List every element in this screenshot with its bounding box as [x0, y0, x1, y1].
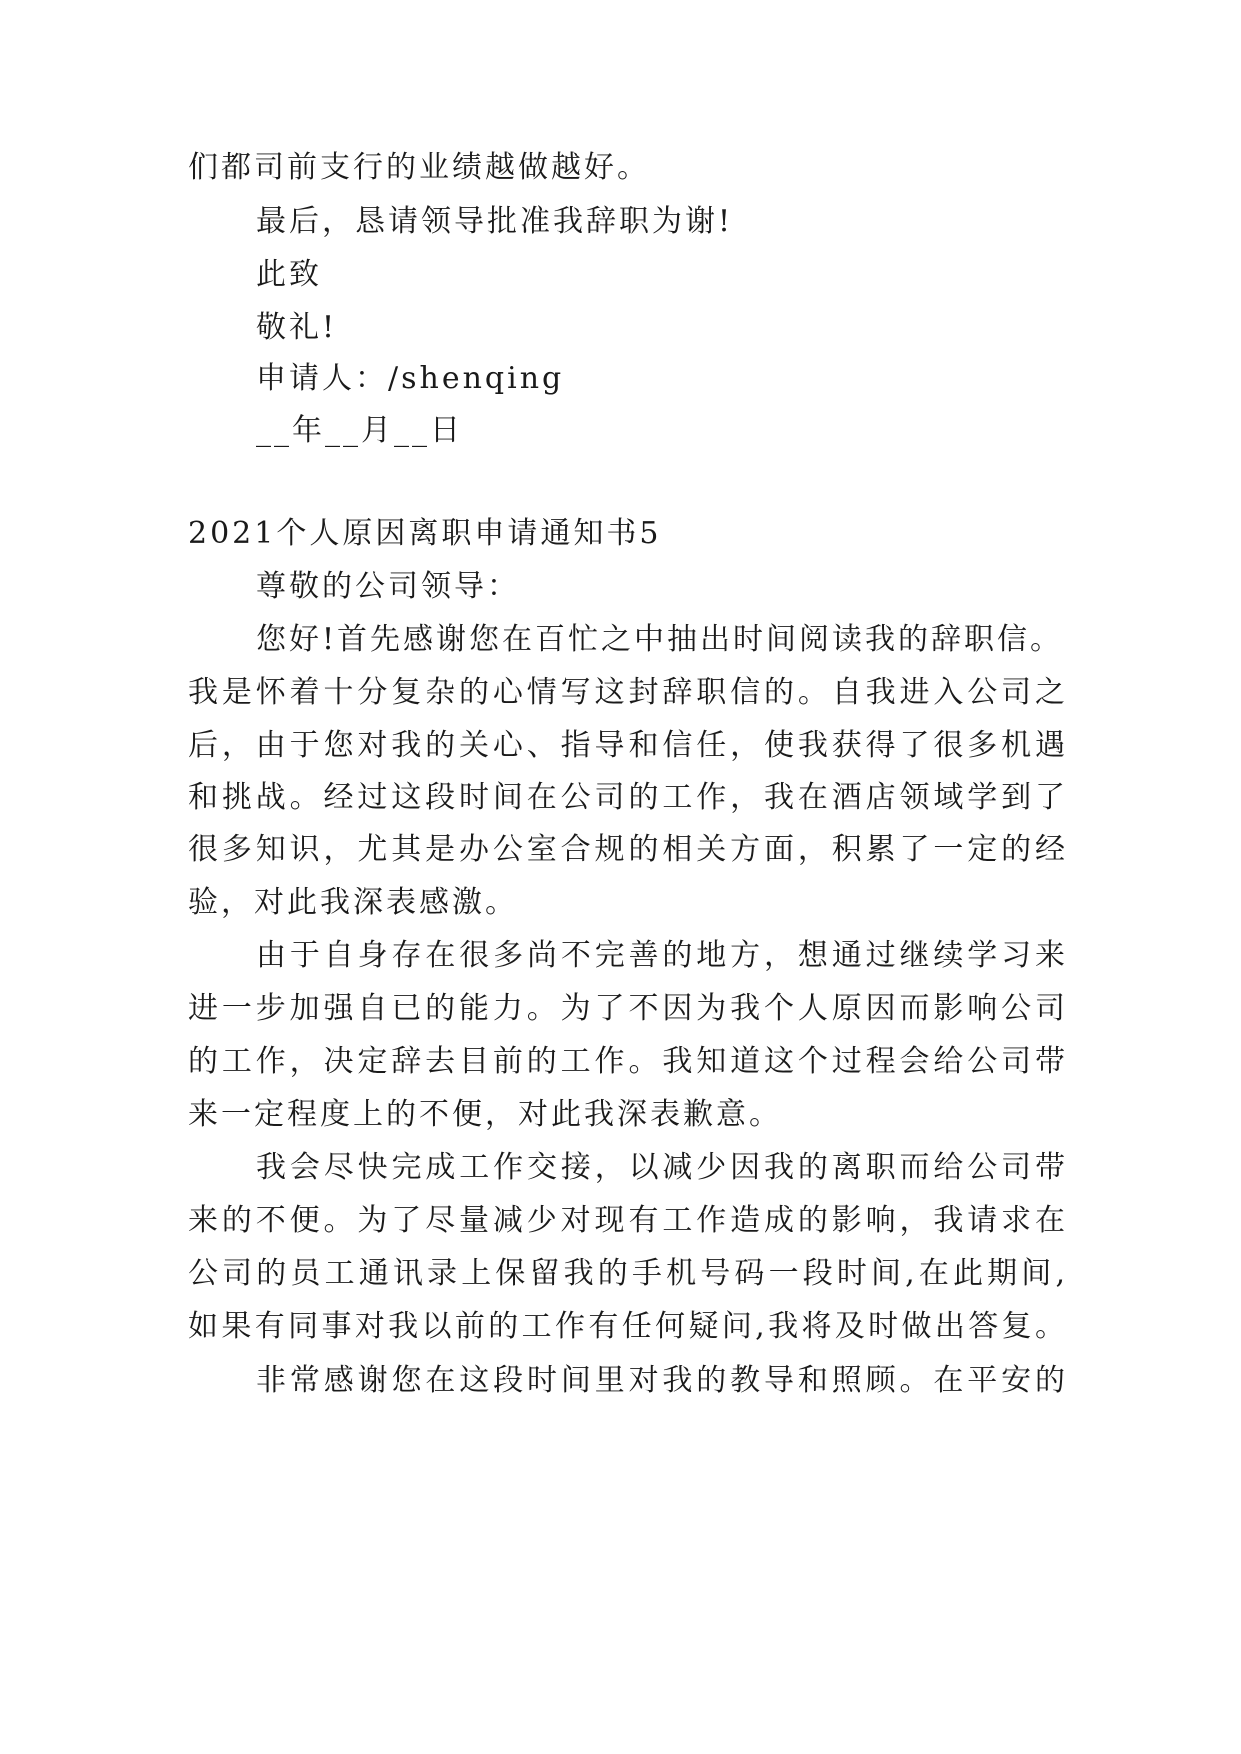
closing-request-line: 最后，恳请领导批准我辞职为谢! [256, 204, 734, 239]
paragraph-line: 来的不便。为了尽量减少对现有工作造成的影响，我请求在 [188, 1203, 1068, 1238]
paragraph-line: 们都司前支行的业绩越做越好。 [188, 150, 650, 185]
paragraph-line: 我是怀着十分复杂的心情写这封辞职信的。自我进入公司之 [188, 675, 1068, 710]
paragraph-line: 来一定程度上的不便，对此我深表歉意。 [188, 1097, 782, 1132]
applicant-line: 申请人：/shenqing [256, 361, 565, 396]
paragraph-line: 公司的员工通讯录上保留我的手机号码一段时间,在此期间, [188, 1256, 1068, 1291]
paragraph-line: 后，由于您对我的关心、指导和信任，使我获得了很多机遇 [188, 728, 1068, 763]
paragraph-line: 由于自身存在很多尚不完善的地方，想通过继续学习来 [256, 938, 1068, 973]
section-title: 2021个人原因离职申请通知书5 [188, 516, 662, 551]
paragraph-line: 如果有同事对我以前的工作有任何疑问,我将及时做出答复。 [188, 1309, 1068, 1344]
greeting-line: 尊敬的公司领导： [256, 569, 520, 604]
paragraph-line: 进一步加强自已的能力。为了不因为我个人原因而影响公司 [188, 991, 1068, 1026]
paragraph-line: 验，对此我深表感激。 [188, 885, 518, 920]
salutation-line: 此致 [256, 257, 322, 292]
paragraph-line: 非常感谢您在这段时间里对我的教导和照顾。在平安的 [256, 1363, 1068, 1398]
paragraph-line: 和挑战。经过这段时间在公司的工作，我在酒店领域学到了 [188, 780, 1068, 815]
paragraph-line: 的工作，决定辞去目前的工作。我知道这个过程会给公司带 [188, 1044, 1068, 1079]
salutation-line: 敬礼! [256, 310, 338, 345]
paragraph-line: 您好!首先感谢您在百忙之中抽出时间阅读我的辞职信。 [256, 622, 1064, 657]
date-line: __年__月__日 [256, 413, 463, 448]
paragraph-line: 很多知识，尤其是办公室合规的相关方面，积累了一定的经 [188, 832, 1068, 867]
paragraph-line: 我会尽快完成工作交接，以减少因我的离职而给公司带 [256, 1150, 1068, 1185]
